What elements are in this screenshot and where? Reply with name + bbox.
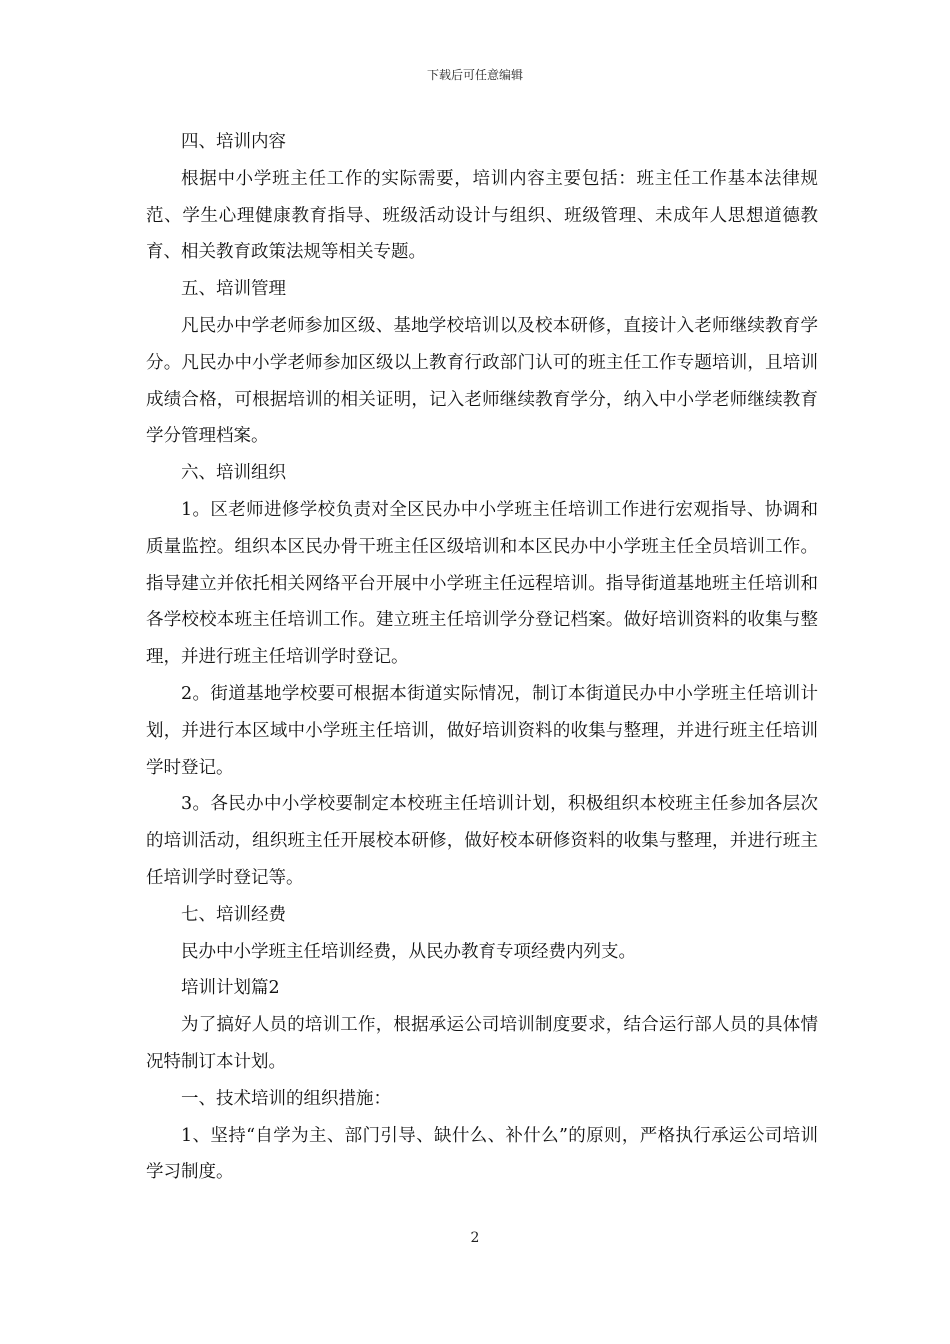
section-heading-funding: 七、培训经费 <box>181 904 286 925</box>
section-heading-organization: 六、培训组织 <box>181 463 286 484</box>
section-heading-technical-training: 一、技术培训的组织措施： <box>181 1088 391 1109</box>
paragraph-funding: 民办中小学班主任培训经费，从民办教育专项经费内列支。 <box>181 941 636 962</box>
section-heading-management: 五、培训管理 <box>181 279 286 300</box>
paragraph-content: 根据中小学班主任工作的实际需要，培训内容主要包括：班主任工作基本法律规范、学生心理健康教育指导、班级活动设计与组织、班级管理、未成年人思想道德教育、相关教育政策法规等相关专题。 <box>146 168 818 263</box>
section-heading-plan-2: 培训计划篇2 <box>181 978 280 999</box>
paragraph-technical-training-1: 1、坚持“自学为主、部门引导、缺什么、补什么”的原则，严格执行承运公司培训学习制度。 <box>146 1125 818 1183</box>
page-number: 2 <box>470 1230 480 1246</box>
document-body <box>146 124 818 1191</box>
page-header: 下载后可任意编辑 <box>426 68 523 82</box>
paragraph-management: 凡民办中学老师参加区级、基地学校培训以及校本研修，直接计入老师继续教育学分。凡民办中小学老师参加区级以上教育行政部门认可的班主任工作专题培训，且培训成绩合格，可根据培训的相关证明，记入老师继续教育学分，纳入中小学老师继续教育学分管理档案。 <box>146 315 818 447</box>
paragraph-organization-3: 3。各民办中小学校要制定本校班主任培训计划，积极组织本校班主任参加各层次的培训活动，组织班主任开展校本研修，做好校本研修资料的收集与整理，并进行班主任培训学时登记等。 <box>146 794 818 888</box>
paragraph-organization-2: 2。街道基地学校要可根据本街道实际情况，制订本街道民办中小学班主任培训计划，并进行本区域中小学班主任培训，做好培训资料的收集与整理，并进行班主任培训学时登记。 <box>146 683 818 778</box>
section-heading-content: 四、培训内容 <box>181 132 286 152</box>
paragraph-plan-2-intro: 为了搞好人员的培训工作，根据承运公司培训制度要求，结合运行部人员的具体情况特制订本计划。 <box>146 1015 818 1072</box>
paragraph-organization-1: 1。区老师进修学校负责对全区民办中小学班主任培训工作进行宏观指导、协调和质量监控。组织本区民办骨干班主任区级培训和本区民办中小学班主任全员培训工作。指导建立并依托相关网络平台开展中小学班主任远程培训。指导街道基地班主任培训和各学校校本班主任培训工作。建立班主任培训学分登记档案。做好培训资料的收集与整理，并进行班主任培训学时登记。 <box>146 499 818 668</box>
